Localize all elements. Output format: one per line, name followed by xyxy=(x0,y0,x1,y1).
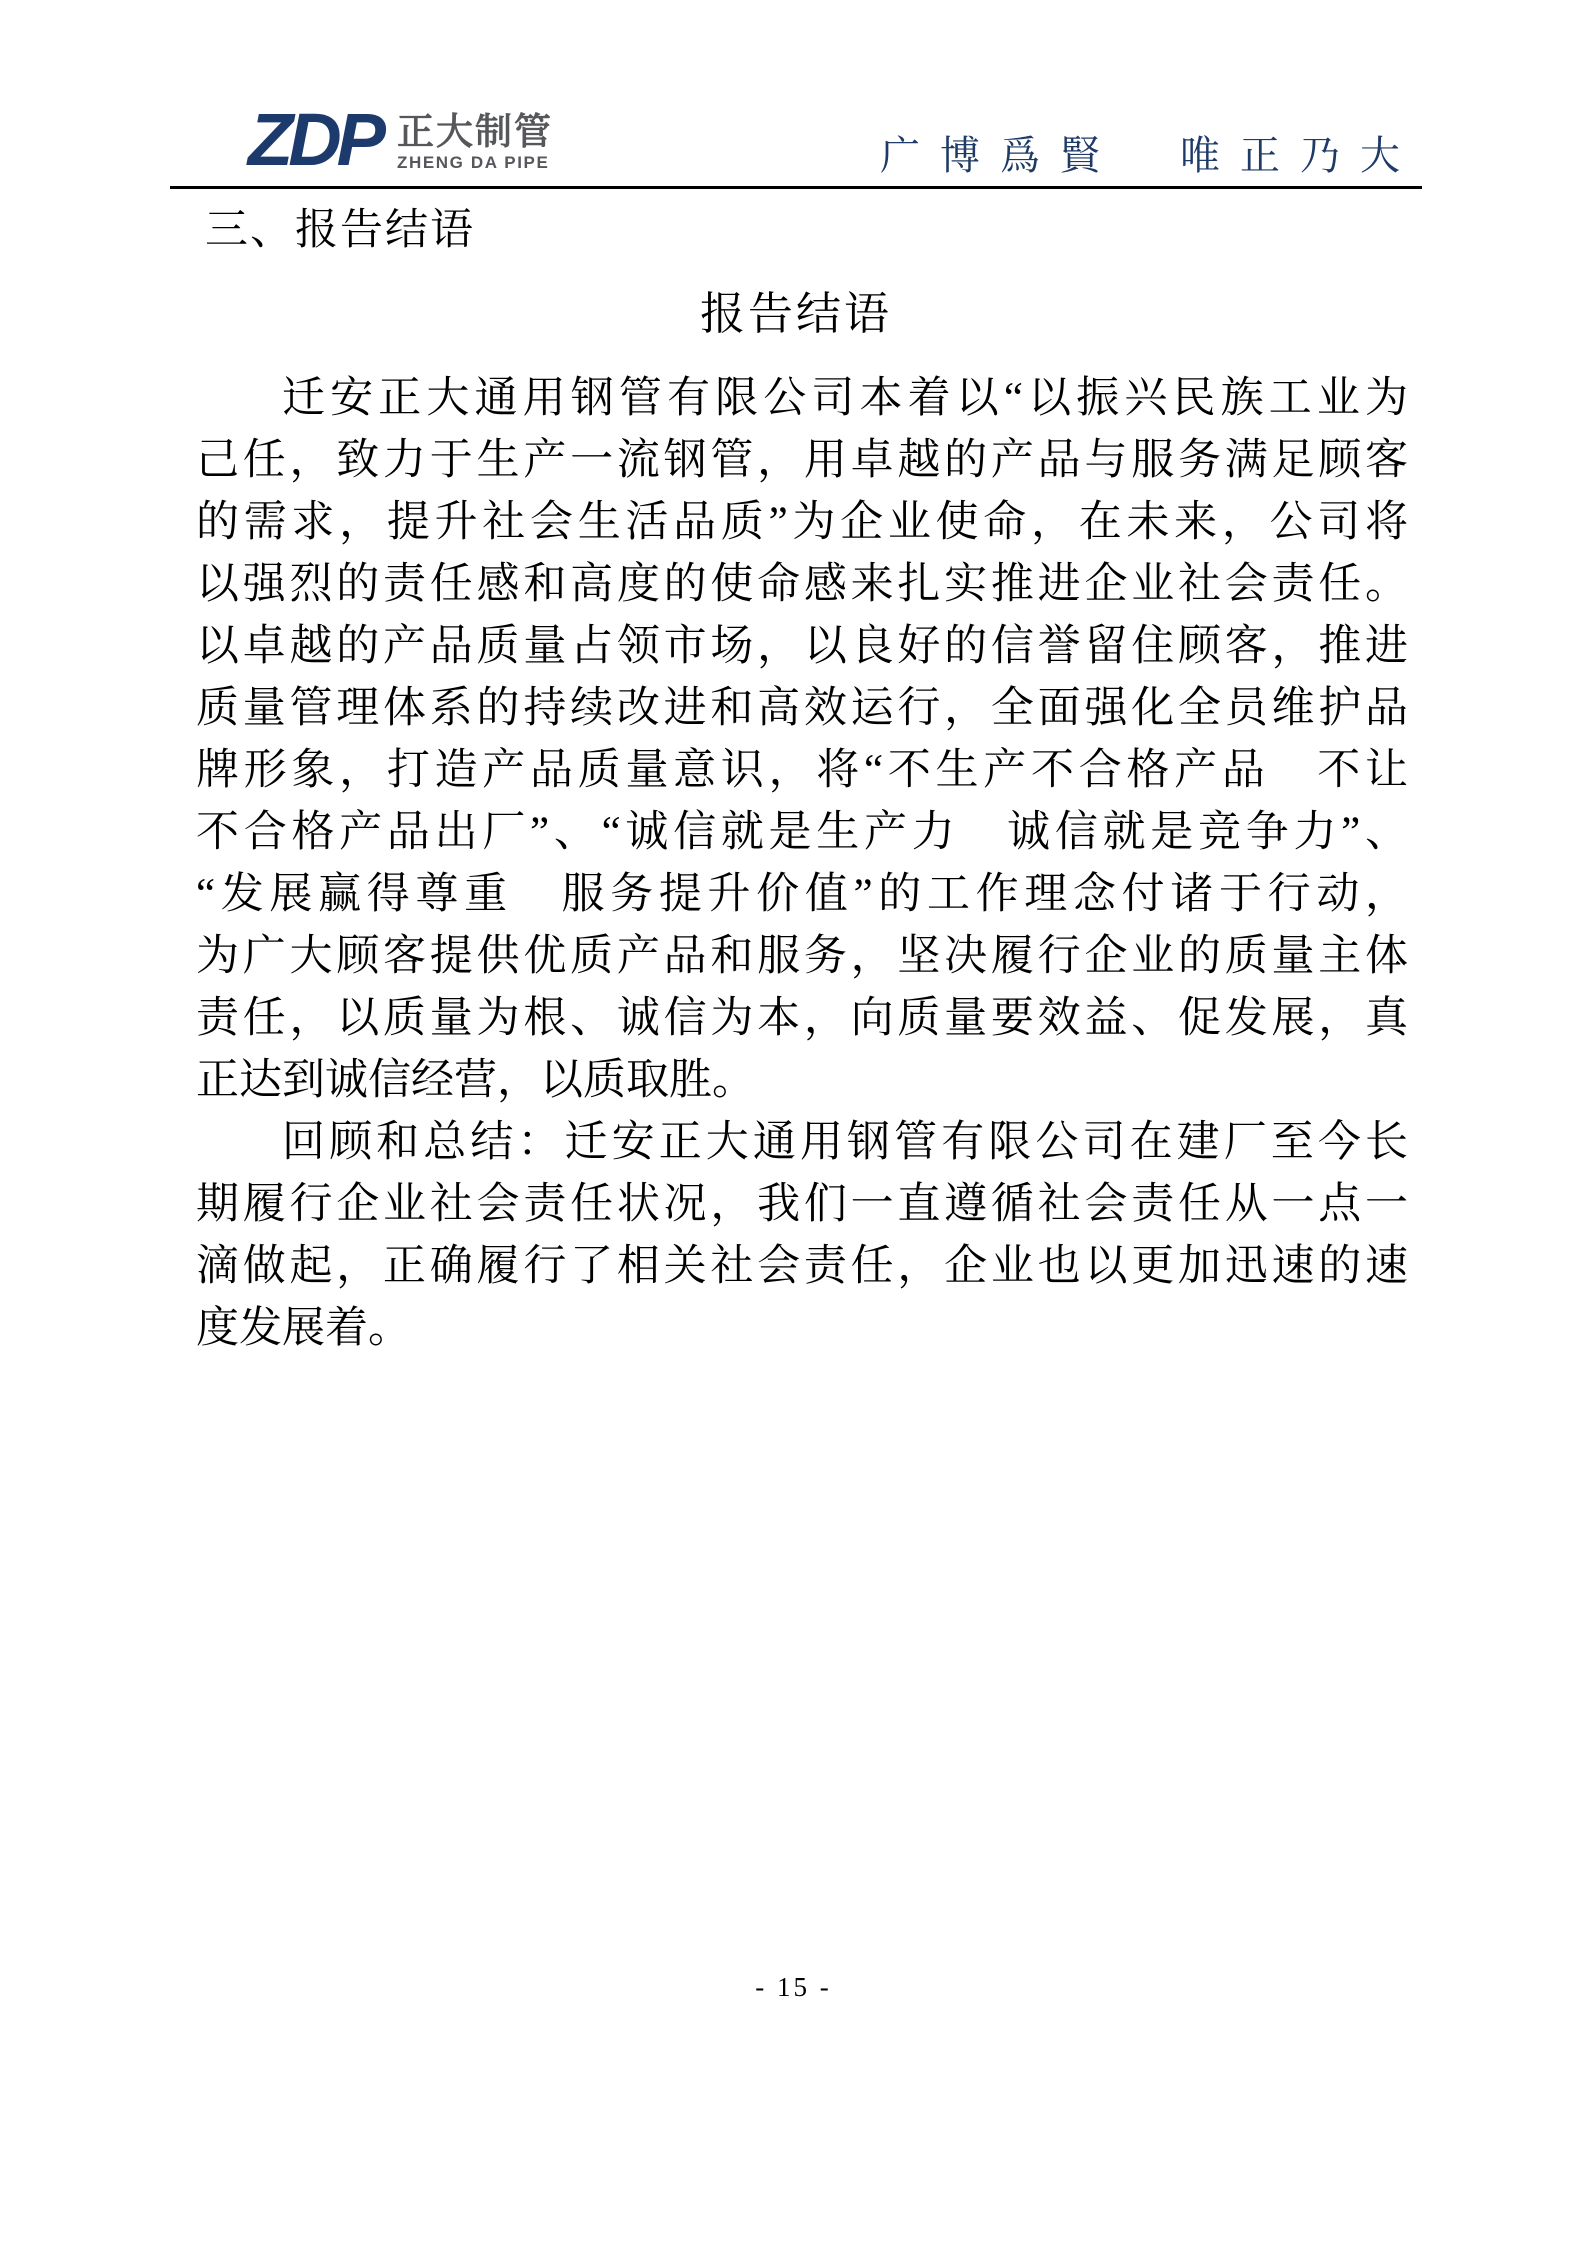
logo-name-english: ZHENG DA PIPE xyxy=(397,152,550,172)
text-line: 期履行企业社会责任状况，我们一直遵循社会责任从一点一 xyxy=(196,1181,1408,1228)
text-line: 的需求，提升社会生活品质”为企业使命，在未来，公司将 xyxy=(196,499,1408,546)
company-logo xyxy=(248,98,553,181)
text-line: 以卓越的产品质量占领市场，以良好的信誉留住顾客，推进 xyxy=(196,623,1408,670)
report-conclusion-title: 报告结语 xyxy=(699,289,892,339)
text-line: 不合格产品出厂”、“诚信就是生产力 诚信就是竞争力”、 xyxy=(196,809,1408,856)
text-line: “发展赢得尊重 服务提升价值”的工作理念付诸于行动， xyxy=(196,871,1408,918)
text-line: 度发展着。 xyxy=(196,1305,411,1352)
logo-zdp-mark: ZDP xyxy=(248,98,381,181)
text-line: 为广大顾客提供优质产品和服务，坚决履行企业的质量主体 xyxy=(196,933,1408,980)
body-text xyxy=(196,368,1408,1360)
section-heading: 三、报告结语 xyxy=(205,207,475,254)
text-line: 责任，以质量为根、诚信为本，向质量要效益、促发展，真 xyxy=(196,995,1408,1042)
paragraph-mission xyxy=(196,368,1408,1112)
text-line: 迁安正大通用钢管有限公司本着以“以振兴民族工业为 xyxy=(282,375,1408,422)
text-line: 己任，致力于生产一流钢管，用卓越的产品与服务满足顾客 xyxy=(196,437,1408,484)
paragraph-review xyxy=(196,1112,1408,1360)
logo-name-block xyxy=(397,110,553,172)
header-divider xyxy=(170,186,1422,189)
page-number: - 15 - xyxy=(755,1972,832,2002)
text-line: 滴做起，正确履行了相关社会责任，企业也以更加迅速的速 xyxy=(196,1243,1408,1290)
text-line: 正达到诚信经营，以质取胜。 xyxy=(196,1057,755,1104)
text-line: 以强烈的责任感和高度的使命感来扎实推进企业社会责任。 xyxy=(196,561,1408,608)
logo-name-chinese: 正大制管 xyxy=(397,110,553,152)
text-line: 回顾和总结：迁安正大通用钢管有限公司在建厂至今长 xyxy=(282,1119,1408,1166)
text-line: 质量管理体系的持续改进和高效运行，全面强化全员维护品 xyxy=(196,685,1408,732)
text-line: 牌形象，打造产品质量意识，将“不生产不合格产品 不让 xyxy=(196,747,1408,794)
company-slogan: 广博爲賢 唯正乃大 xyxy=(880,133,1420,178)
